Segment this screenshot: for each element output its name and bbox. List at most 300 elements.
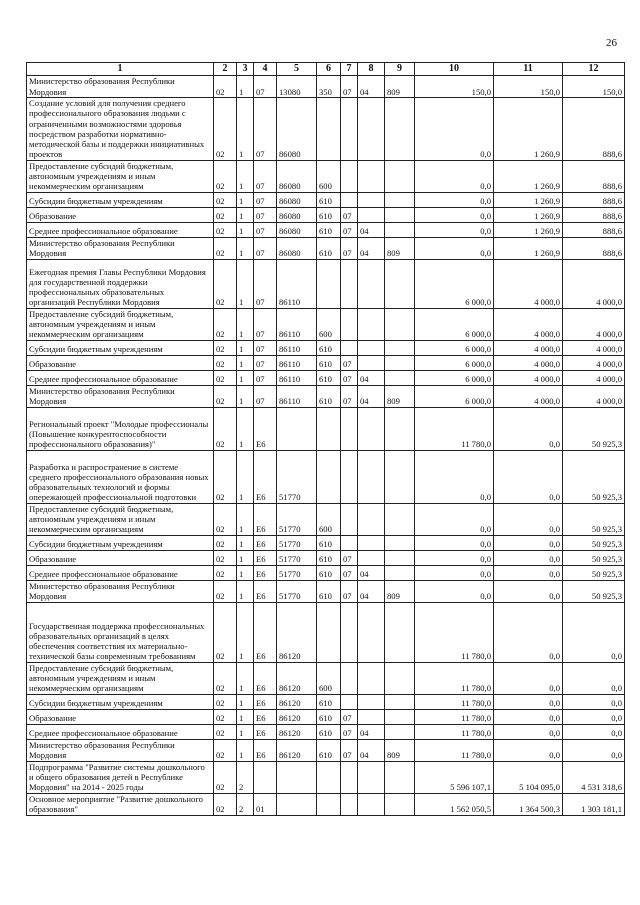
- row-amount-11: 4 000,0: [494, 355, 563, 370]
- row-code-2: 02: [214, 694, 237, 709]
- table-row: [27, 450, 625, 503]
- row-code-7: 07: [341, 565, 358, 580]
- table-row: [27, 192, 625, 207]
- row-code-5: [277, 407, 317, 450]
- row-name: Министерство образования Республики Мордовия: [27, 237, 214, 259]
- row-code-4: 01: [254, 793, 277, 815]
- column-header: 11: [494, 63, 563, 76]
- row-code-6: 610: [317, 340, 341, 355]
- row-code-7: [341, 503, 358, 535]
- row-code-2: 02: [214, 192, 237, 207]
- row-code-7: [341, 761, 358, 793]
- row-code-4: 07: [254, 308, 277, 340]
- row-code-9: 809: [385, 580, 415, 602]
- row-code-3: 1: [237, 550, 254, 565]
- row-amount-12: 50 925,3: [563, 503, 625, 535]
- row-code-2: 02: [214, 761, 237, 793]
- row-amount-11: 1 260,9: [494, 207, 563, 222]
- row-code-7: [341, 793, 358, 815]
- row-code-6: 610: [317, 694, 341, 709]
- row-name: Среднее профессиональное образование: [27, 724, 214, 739]
- row-code-3: 2: [237, 793, 254, 815]
- row-amount-11: 1 260,9: [494, 160, 563, 192]
- row-code-7: [341, 192, 358, 207]
- row-name: Ежегодная премия Главы Республики Мордовия для государственной поддержки профессиональных образовательных организаций Республики Мордовия: [27, 259, 214, 308]
- row-code-8: [358, 793, 385, 815]
- column-header: 3: [237, 63, 254, 76]
- table-row: [27, 160, 625, 192]
- row-code-9: [385, 535, 415, 550]
- row-amount-12: 0,0: [563, 602, 625, 662]
- row-code-8: [358, 602, 385, 662]
- budget-table: [26, 62, 625, 816]
- row-code-5: 51770: [277, 550, 317, 565]
- row-code-3: 2: [237, 761, 254, 793]
- row-code-4: E6: [254, 450, 277, 503]
- row-amount-11: 0,0: [494, 739, 563, 761]
- row-code-5: 86120: [277, 739, 317, 761]
- row-code-7: 07: [341, 237, 358, 259]
- row-code-6: 350: [317, 76, 341, 98]
- row-code-4: E6: [254, 580, 277, 602]
- row-amount-10: 0,0: [415, 160, 494, 192]
- row-code-4: E6: [254, 602, 277, 662]
- row-code-3: 1: [237, 385, 254, 407]
- row-code-9: [385, 724, 415, 739]
- row-code-4: 07: [254, 259, 277, 308]
- row-code-6: [317, 407, 341, 450]
- row-amount-12: 4 000,0: [563, 340, 625, 355]
- row-code-8: [358, 355, 385, 370]
- row-code-8: [358, 259, 385, 308]
- row-code-2: 02: [214, 237, 237, 259]
- row-amount-10: 11 780,0: [415, 739, 494, 761]
- row-code-7: [341, 160, 358, 192]
- row-amount-10: 0,0: [415, 550, 494, 565]
- column-header: 1: [27, 63, 214, 76]
- row-code-9: [385, 192, 415, 207]
- row-code-2: 02: [214, 565, 237, 580]
- row-code-3: 1: [237, 565, 254, 580]
- row-code-5: [277, 793, 317, 815]
- row-name: Министерство образования Республики Мордовия: [27, 580, 214, 602]
- row-amount-12: 0,0: [563, 694, 625, 709]
- row-code-4: 07: [254, 370, 277, 385]
- row-code-3: 1: [237, 503, 254, 535]
- row-amount-12: 888,6: [563, 192, 625, 207]
- row-code-9: [385, 207, 415, 222]
- row-amount-11: 4 000,0: [494, 259, 563, 308]
- table-row: [27, 694, 625, 709]
- row-amount-12: 50 925,3: [563, 450, 625, 503]
- table-row: [27, 709, 625, 724]
- row-code-8: [358, 407, 385, 450]
- row-code-5: 86080: [277, 98, 317, 161]
- row-code-4: E6: [254, 739, 277, 761]
- row-amount-12: 0,0: [563, 709, 625, 724]
- row-amount-12: 888,6: [563, 160, 625, 192]
- row-code-2: 02: [214, 259, 237, 308]
- row-code-4: E6: [254, 565, 277, 580]
- column-header: 4: [254, 63, 277, 76]
- row-code-2: 02: [214, 450, 237, 503]
- row-amount-12: 888,6: [563, 237, 625, 259]
- row-code-5: 86110: [277, 259, 317, 308]
- row-name: Основное мероприятие "Развитие дошкольного образования": [27, 793, 214, 815]
- row-code-4: 07: [254, 340, 277, 355]
- row-name: Региональный проект "Молодые профессионалы (Повышение конкурентоспособности профессионального образования)": [27, 407, 214, 450]
- row-amount-10: 11 780,0: [415, 709, 494, 724]
- table-row: [27, 565, 625, 580]
- row-name: Субсидии бюджетным учреждениям: [27, 535, 214, 550]
- row-code-6: 610: [317, 739, 341, 761]
- row-code-4: E6: [254, 694, 277, 709]
- table-row: [27, 308, 625, 340]
- row-code-9: [385, 407, 415, 450]
- row-code-4: 07: [254, 385, 277, 407]
- row-code-6: 600: [317, 308, 341, 340]
- row-amount-10: 11 780,0: [415, 662, 494, 694]
- column-header: 7: [341, 63, 358, 76]
- table-row: [27, 385, 625, 407]
- row-code-2: 02: [214, 355, 237, 370]
- table-row: [27, 793, 625, 815]
- row-amount-11: 0,0: [494, 602, 563, 662]
- row-code-6: [317, 793, 341, 815]
- row-code-7: 07: [341, 355, 358, 370]
- row-code-9: [385, 709, 415, 724]
- row-code-7: [341, 602, 358, 662]
- row-code-4: E6: [254, 550, 277, 565]
- row-code-7: 07: [341, 207, 358, 222]
- row-code-2: 02: [214, 76, 237, 98]
- row-amount-12: 4 000,0: [563, 385, 625, 407]
- row-code-7: [341, 308, 358, 340]
- row-code-9: [385, 550, 415, 565]
- row-code-9: 809: [385, 76, 415, 98]
- row-code-5: 86110: [277, 385, 317, 407]
- row-code-8: [358, 709, 385, 724]
- row-code-3: 1: [237, 662, 254, 694]
- row-amount-11: 0,0: [494, 709, 563, 724]
- row-code-2: 02: [214, 370, 237, 385]
- row-code-6: 610: [317, 724, 341, 739]
- row-amount-11: 0,0: [494, 694, 563, 709]
- row-amount-12: 888,6: [563, 98, 625, 161]
- row-code-3: 1: [237, 580, 254, 602]
- row-code-9: [385, 662, 415, 694]
- row-code-2: 02: [214, 222, 237, 237]
- table-row: [27, 76, 625, 98]
- column-header: 5: [277, 63, 317, 76]
- row-code-7: [341, 407, 358, 450]
- table-row: [27, 355, 625, 370]
- row-amount-10: 6 000,0: [415, 355, 494, 370]
- row-amount-11: 0,0: [494, 565, 563, 580]
- row-code-8: [358, 694, 385, 709]
- row-amount-11: 0,0: [494, 580, 563, 602]
- table-row: [27, 340, 625, 355]
- row-code-2: 02: [214, 503, 237, 535]
- row-amount-10: 0,0: [415, 565, 494, 580]
- table-row: [27, 662, 625, 694]
- row-amount-11: 0,0: [494, 550, 563, 565]
- row-code-3: 1: [237, 222, 254, 237]
- row-amount-12: 4 000,0: [563, 355, 625, 370]
- row-code-6: 610: [317, 580, 341, 602]
- row-amount-11: 4 000,0: [494, 385, 563, 407]
- row-amount-11: 4 000,0: [494, 370, 563, 385]
- column-header: 2: [214, 63, 237, 76]
- row-amount-11: 150,0: [494, 76, 563, 98]
- row-code-7: [341, 98, 358, 161]
- row-amount-10: 6 000,0: [415, 385, 494, 407]
- table-row: [27, 580, 625, 602]
- row-code-9: [385, 503, 415, 535]
- row-code-6: 610: [317, 550, 341, 565]
- row-code-9: [385, 761, 415, 793]
- row-code-6: 600: [317, 503, 341, 535]
- column-header: 6: [317, 63, 341, 76]
- row-code-5: 51770: [277, 565, 317, 580]
- row-amount-12: 50 925,3: [563, 580, 625, 602]
- row-name: Среднее профессиональное образование: [27, 222, 214, 237]
- row-code-2: 02: [214, 550, 237, 565]
- row-code-5: 86120: [277, 662, 317, 694]
- row-code-4: E6: [254, 535, 277, 550]
- row-code-8: [358, 503, 385, 535]
- row-amount-10: 0,0: [415, 207, 494, 222]
- row-code-9: [385, 370, 415, 385]
- row-amount-11: 5 104 095,0: [494, 761, 563, 793]
- row-code-5: 86110: [277, 355, 317, 370]
- row-amount-11: 0,0: [494, 503, 563, 535]
- row-code-8: 04: [358, 370, 385, 385]
- row-code-6: 610: [317, 565, 341, 580]
- row-code-2: 02: [214, 709, 237, 724]
- row-code-9: [385, 340, 415, 355]
- row-amount-12: 0,0: [563, 739, 625, 761]
- row-name: Образование: [27, 207, 214, 222]
- row-code-7: [341, 450, 358, 503]
- row-code-5: 51770: [277, 580, 317, 602]
- row-code-5: 86110: [277, 340, 317, 355]
- row-amount-10: 1 562 050,5: [415, 793, 494, 815]
- row-code-9: [385, 793, 415, 815]
- row-code-7: [341, 340, 358, 355]
- row-amount-12: 150,0: [563, 76, 625, 98]
- row-code-3: 1: [237, 160, 254, 192]
- row-code-5: 51770: [277, 450, 317, 503]
- column-header: 12: [563, 63, 625, 76]
- row-code-6: [317, 761, 341, 793]
- row-name: Предоставление субсидий бюджетным, автономным учреждениям и иным некоммерческим организациям: [27, 503, 214, 535]
- row-code-9: 809: [385, 385, 415, 407]
- table-row: [27, 370, 625, 385]
- row-amount-10: 6 000,0: [415, 308, 494, 340]
- row-code-7: 07: [341, 709, 358, 724]
- row-amount-10: 0,0: [415, 535, 494, 550]
- column-header: 9: [385, 63, 415, 76]
- row-code-6: 600: [317, 160, 341, 192]
- row-code-3: 1: [237, 237, 254, 259]
- row-code-7: 07: [341, 739, 358, 761]
- table-row: [27, 237, 625, 259]
- row-code-7: 07: [341, 76, 358, 98]
- table-row: [27, 259, 625, 308]
- row-amount-10: 6 000,0: [415, 340, 494, 355]
- row-code-9: [385, 222, 415, 237]
- row-code-4: 07: [254, 192, 277, 207]
- row-code-9: [385, 308, 415, 340]
- row-code-3: 1: [237, 355, 254, 370]
- row-code-6: 610: [317, 237, 341, 259]
- row-amount-10: 6 000,0: [415, 370, 494, 385]
- row-code-5: 86120: [277, 724, 317, 739]
- row-amount-12: 4 000,0: [563, 259, 625, 308]
- row-code-2: 02: [214, 160, 237, 192]
- row-code-4: [254, 761, 277, 793]
- row-code-3: 1: [237, 308, 254, 340]
- row-code-5: 51770: [277, 503, 317, 535]
- row-code-3: 1: [237, 76, 254, 98]
- row-code-8: [358, 662, 385, 694]
- row-code-5: 13080: [277, 76, 317, 98]
- row-code-7: 07: [341, 385, 358, 407]
- row-code-5: 86120: [277, 602, 317, 662]
- row-code-7: 07: [341, 724, 358, 739]
- row-code-2: 02: [214, 340, 237, 355]
- row-code-5: 86110: [277, 370, 317, 385]
- row-name: Образование: [27, 550, 214, 565]
- row-code-2: 02: [214, 98, 237, 161]
- row-name: Государственная поддержка профессиональных образовательных организаций в целях обеспечения соответствия их материально-технической базы современным требованиям: [27, 602, 214, 662]
- row-amount-11: 1 260,9: [494, 222, 563, 237]
- row-code-3: 1: [237, 450, 254, 503]
- row-code-3: 1: [237, 739, 254, 761]
- row-code-9: [385, 565, 415, 580]
- row-name: Подпрограмма "Развитие системы дошкольного и общего образования детей в Республике Мордовия" на 2014 - 2025 годы: [27, 761, 214, 793]
- row-name: Предоставление субсидий бюджетным, автономным учреждениям и иным некоммерческим организациям: [27, 662, 214, 694]
- table-row: [27, 98, 625, 161]
- row-code-8: 04: [358, 237, 385, 259]
- row-code-4: E6: [254, 662, 277, 694]
- row-code-6: [317, 450, 341, 503]
- row-code-8: 04: [358, 222, 385, 237]
- row-amount-11: 1 260,9: [494, 192, 563, 207]
- row-amount-10: 5 596 107,1: [415, 761, 494, 793]
- row-amount-10: 11 780,0: [415, 602, 494, 662]
- row-code-6: 610: [317, 192, 341, 207]
- row-code-4: E6: [254, 724, 277, 739]
- row-code-8: 04: [358, 565, 385, 580]
- row-code-8: [358, 308, 385, 340]
- row-code-6: 610: [317, 355, 341, 370]
- row-code-4: 07: [254, 98, 277, 161]
- row-code-7: [341, 662, 358, 694]
- row-name: Разработка и распространение в системе среднего профессионального образования новых образовательных технологий и формы опережающей профессиональной подготовки: [27, 450, 214, 503]
- row-code-8: [358, 207, 385, 222]
- table-row: [27, 535, 625, 550]
- row-code-2: 02: [214, 793, 237, 815]
- row-amount-10: 6 000,0: [415, 259, 494, 308]
- row-code-9: 809: [385, 739, 415, 761]
- row-code-2: 02: [214, 407, 237, 450]
- row-name: Образование: [27, 709, 214, 724]
- row-amount-11: 0,0: [494, 450, 563, 503]
- row-code-2: 02: [214, 580, 237, 602]
- row-code-4: 07: [254, 160, 277, 192]
- header-row: [27, 63, 625, 76]
- row-code-6: 610: [317, 385, 341, 407]
- row-code-9: 809: [385, 237, 415, 259]
- row-amount-12: 4 000,0: [563, 308, 625, 340]
- row-amount-12: 0,0: [563, 724, 625, 739]
- row-code-8: 04: [358, 580, 385, 602]
- row-code-6: 610: [317, 207, 341, 222]
- row-amount-11: 0,0: [494, 535, 563, 550]
- row-code-8: 04: [358, 739, 385, 761]
- row-code-5: 51770: [277, 535, 317, 550]
- row-code-9: [385, 98, 415, 161]
- row-name: Среднее профессиональное образование: [27, 565, 214, 580]
- row-name: Предоставление субсидий бюджетным, автономным учреждениям и иным некоммерческим организациям: [27, 160, 214, 192]
- row-amount-12: 888,6: [563, 207, 625, 222]
- table-row: [27, 207, 625, 222]
- row-amount-10: 0,0: [415, 98, 494, 161]
- row-code-9: [385, 160, 415, 192]
- row-code-8: [358, 761, 385, 793]
- row-code-6: 610: [317, 709, 341, 724]
- table-body: [27, 76, 625, 816]
- row-amount-12: 50 925,3: [563, 565, 625, 580]
- row-code-3: 1: [237, 709, 254, 724]
- row-name: Создание условий для получения среднего профессионального образования людьми с ограниченными возможностями здоровья посредством разработки нормативно-методической базы и поддержки инициативных проектов: [27, 98, 214, 161]
- row-amount-12: 888,6: [563, 222, 625, 237]
- row-name: Образование: [27, 355, 214, 370]
- row-code-8: [358, 450, 385, 503]
- row-code-5: 86080: [277, 207, 317, 222]
- row-amount-10: 0,0: [415, 237, 494, 259]
- row-amount-12: 0,0: [563, 662, 625, 694]
- table-row: [27, 407, 625, 450]
- row-code-6: [317, 602, 341, 662]
- row-code-8: [358, 550, 385, 565]
- row-amount-12: 50 925,3: [563, 550, 625, 565]
- row-code-8: [358, 160, 385, 192]
- row-code-2: 02: [214, 207, 237, 222]
- row-code-8: [358, 192, 385, 207]
- row-amount-10: 0,0: [415, 580, 494, 602]
- row-amount-11: 4 000,0: [494, 340, 563, 355]
- row-amount-10: 0,0: [415, 503, 494, 535]
- table-row: [27, 602, 625, 662]
- row-code-3: 1: [237, 259, 254, 308]
- row-code-7: 07: [341, 580, 358, 602]
- row-code-2: 02: [214, 535, 237, 550]
- row-code-3: 1: [237, 340, 254, 355]
- row-code-2: 02: [214, 662, 237, 694]
- row-code-5: 86080: [277, 160, 317, 192]
- row-amount-10: 11 780,0: [415, 724, 494, 739]
- row-code-5: [277, 761, 317, 793]
- column-header: 8: [358, 63, 385, 76]
- row-name: Субсидии бюджетным учреждениям: [27, 340, 214, 355]
- row-amount-11: 0,0: [494, 407, 563, 450]
- row-name: Министерство образования Республики Мордовия: [27, 76, 214, 98]
- row-code-9: [385, 259, 415, 308]
- row-code-3: 1: [237, 207, 254, 222]
